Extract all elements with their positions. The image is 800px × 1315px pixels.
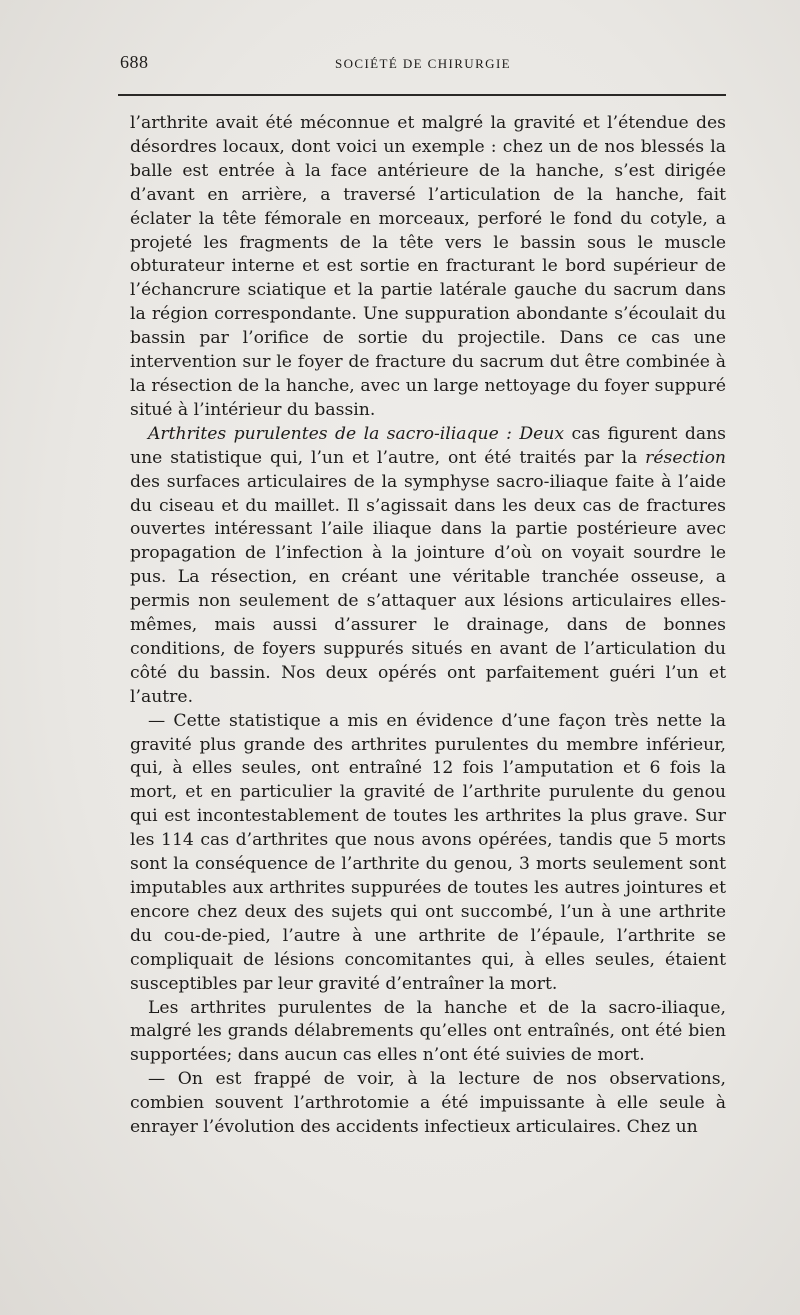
- running-title: SOCIÉTÉ DE CHIRURGIE: [334, 56, 512, 71]
- body-text: [130, 112, 726, 1140]
- paragraph-2-text-2: des surfaces articulaires de la symphyse sacro-iliaque faite à l’aide du ciseau et du maillet. Il s’agissait dans les deux cas de fractures ouvertes intéressant l’aile iliaque dans la partie postérieure avec propagation de l’infection à la jointure d’où on voyait sourdre le pus. La résection, en créant une véritable tranchée osseuse, a permis non seulement de s’attaquer aux lésions articulaires elles-mêmes, mais aussi d’assurer le drainage, dans de bonnes conditions, de foyers suppurés situés en avant de l’articulation du côté du bassin. Nos deux opérés ont parfaitement guéri l’un et l’autre.: [130, 471, 726, 707]
- header-rule: [118, 94, 726, 96]
- paragraph-4: Les arthrites purulentes de la hanche et de la sacro-iliaque, malgré les grands délabrements qu’elles ont entraînés, ont été bien supportées; dans aucun cas elles n’ont été suivies de mort.: [130, 997, 726, 1066]
- paragraph-3: — Cette statistique a mis en évidence d’une façon très nette la gravité plus grande des arthrites purulentes du membre inférieur, qui, à elles seules, ont entraîné 12 fois l’amputation et 6 fois la mort, et en particulier la gravité de l’arthrite purulente du genou qui est incontestablement de toutes les arthrites la plus grave. Sur les 114 cas d’arthrites que nous avons opérées, tandis que 5 morts sont la conséquence de l’arthrite du genou, 3 morts seulement sont imputables aux arthrites suppurées de toutes les autres jointures et encore chez deux des sujets qui ont succombé, l’un à une arthrite du cou-de-pied, l’autre à une arthrite de l’épaule, l’arthrite se compliquait de lésions concomitantes qui, à elles seules, étaient susceptibles par leur gravité d’entraîner la mort.: [130, 710, 726, 994]
- page-header: [120, 52, 726, 76]
- paragraph-2-text-1: cas figurent dans une statistique qui, l’un et l’autre, ont été traités par la: [130, 423, 727, 468]
- paragraph-1: l’arthrite avait été méconnue et malgré la gravité et l’étendue des désordres locaux, dont voici un exemple : chez un de nos blessés la balle est entrée à la face antérieure de la hanche, s’est dirigée d’avant en arrière, a traversé l’articulation de la hanche, fait éclater la tête fémorale en morceaux, perforé le fond du cotyle, a projeté les fragments de la tête vers le bassin sous le muscle obturateur interne et est sortie en fracturant le bord supérieur de l’échancrure sciatique et la partie latérale gauche du sacrum dans la région correspondante. Une suppuration abondante s’écoulait du bassin par l’orifice de sortie du projectile. Dans ce cas une intervention sur le foyer de fracture du sacrum dut être combinée à la résection de la hanche, avec un large nettoyage du foyer suppuré situé à l’intérieur du bassin.: [130, 113, 726, 420]
- paragraph-5: — On est frappé de voir, à la lecture de nos observations, combien souvent l’arthrotomie a été impuissante à elle seule à enrayer l’évolution des accidents infectieux articulaires. Chez un: [130, 1069, 726, 1138]
- page-number: 688: [120, 52, 149, 72]
- paragraph-2-italic: résection: [645, 447, 726, 468]
- paragraph-2: [130, 423, 726, 710]
- paragraph-2-lead-italic: Arthrites purulentes de la sacro-iliaque : Deux: [148, 423, 565, 444]
